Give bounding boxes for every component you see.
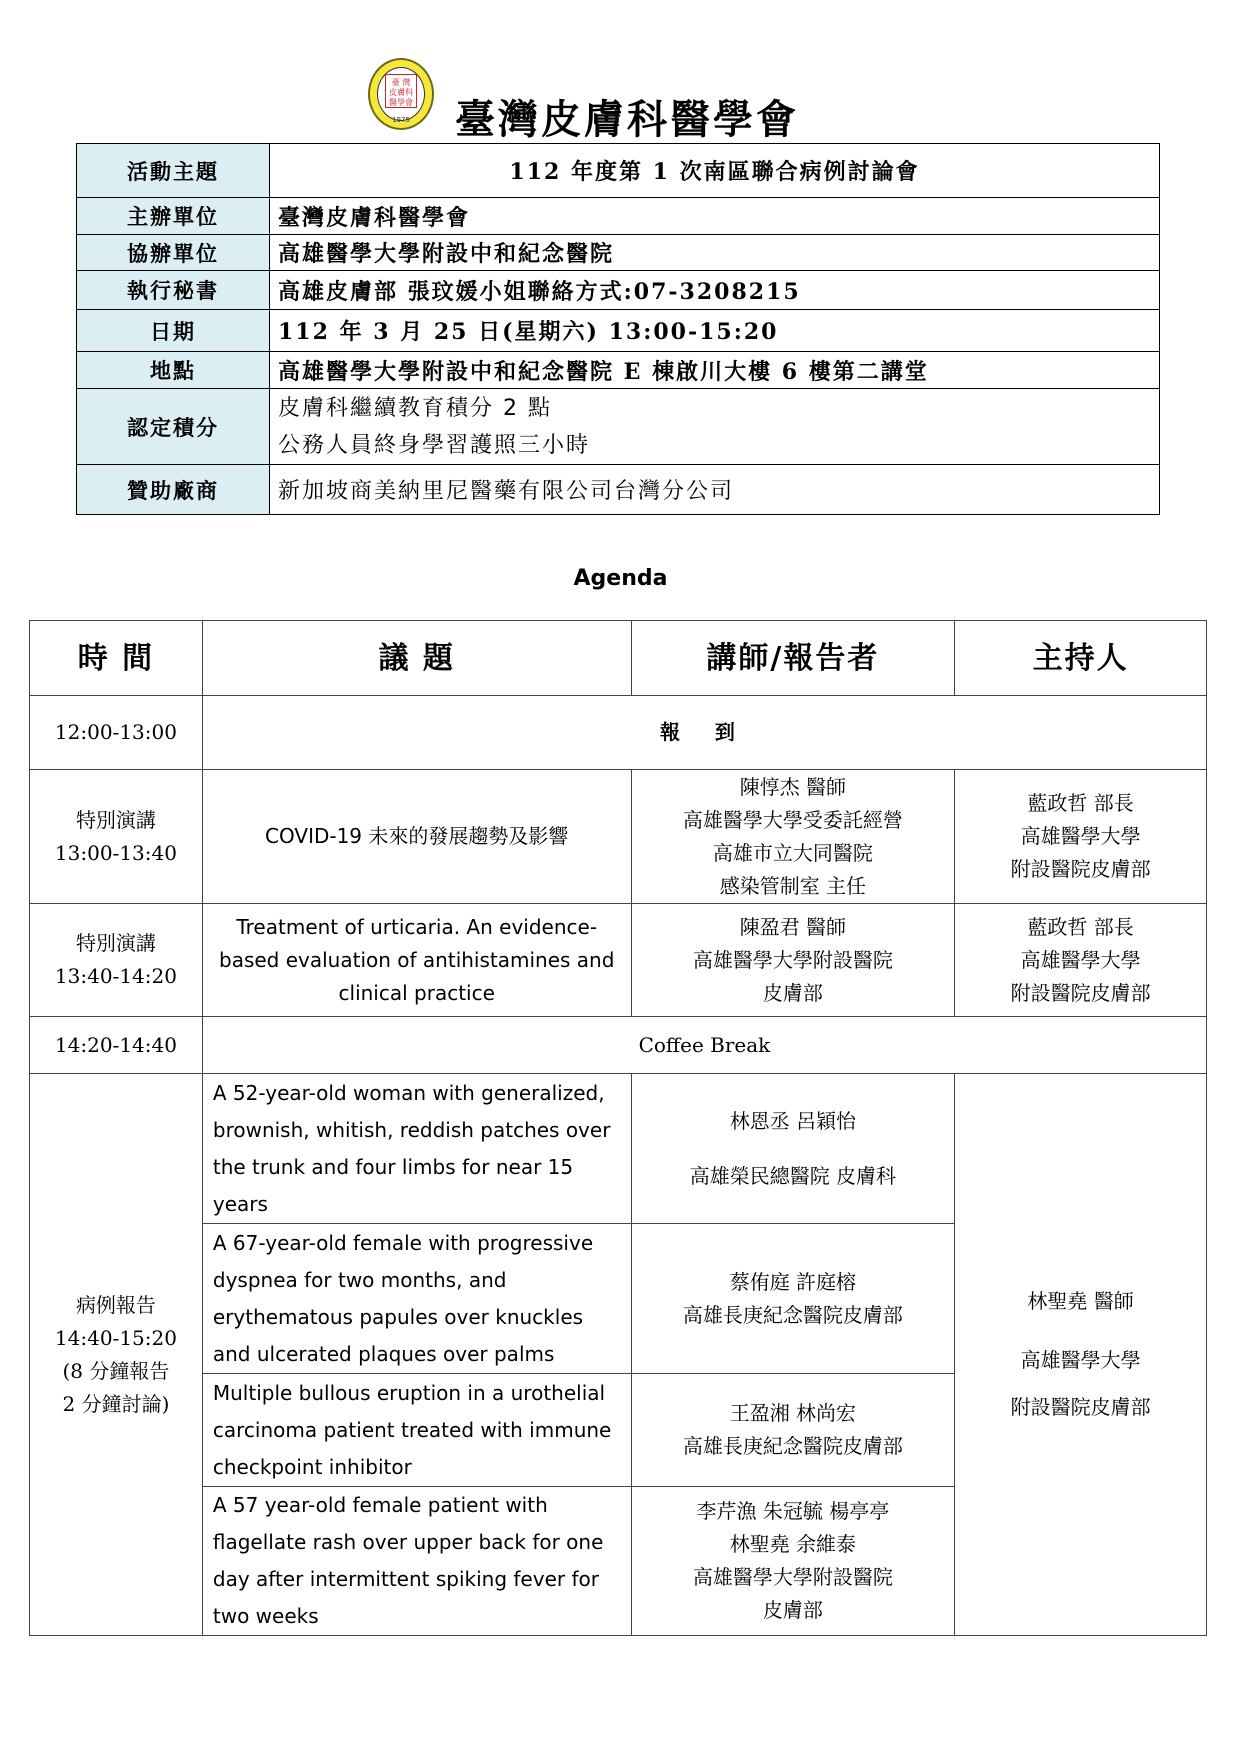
topic-line: the trunk and four limbs for near 15 bbox=[212, 1154, 574, 1179]
moderator-line: 藍政哲 部長 bbox=[1027, 914, 1134, 939]
moderator-line: 高雄醫學大學 bbox=[1020, 1348, 1141, 1372]
info-row bbox=[77, 465, 1160, 515]
time-cell bbox=[30, 770, 203, 904]
session-time: 13:00-13:40 bbox=[54, 840, 177, 865]
session-time: 13:40-14:20 bbox=[54, 964, 177, 988]
credit-line: 公務人員終身學習護照三小時 bbox=[278, 432, 591, 458]
topic-line: dyspnea for two months, and bbox=[212, 1267, 507, 1292]
agenda-row-talk1 bbox=[30, 770, 1207, 904]
speaker-line: 王盈湘 林尚宏 bbox=[729, 1401, 857, 1425]
topic-line: flagellate rash over upper back for one bbox=[212, 1530, 604, 1554]
speaker-line: 李芹漁 朱冠毓 楊亭亭 bbox=[696, 1499, 890, 1523]
speaker-line: 感染管制室 主任 bbox=[719, 873, 867, 898]
topic-line: two weeks bbox=[212, 1604, 319, 1628]
info-label: 贊助廠商 bbox=[77, 465, 270, 515]
agenda-row-checkin bbox=[30, 696, 1207, 770]
moderator-cell bbox=[955, 770, 1207, 904]
topic-line: and ulcerated plaques over palms bbox=[212, 1341, 555, 1366]
info-row bbox=[77, 198, 1160, 235]
moderator-line: 藍政哲 部長 bbox=[1027, 791, 1134, 815]
info-label: 活動主題 bbox=[77, 144, 270, 198]
speaker-line: 高雄長庚紀念醫院皮膚部 bbox=[682, 1302, 903, 1327]
speaker-line: 林恩丞 呂穎怡 bbox=[729, 1108, 857, 1133]
time-cell bbox=[30, 1074, 203, 1636]
info-row bbox=[77, 310, 1160, 352]
logo-year: 1975 bbox=[392, 116, 410, 124]
info-label: 日期 bbox=[77, 310, 270, 352]
agenda-title: Agenda bbox=[573, 566, 668, 591]
header-speaker: 講師/報告者 bbox=[631, 621, 955, 696]
moderator-line: 林聖堯 醫師 bbox=[1027, 1289, 1134, 1313]
speaker-line: 高雄長庚紀念醫院皮膚部 bbox=[682, 1434, 903, 1458]
agenda-table bbox=[29, 620, 1207, 1636]
moderator-line: 高雄醫學大學 bbox=[1020, 947, 1141, 972]
speaker-cell bbox=[631, 1487, 955, 1636]
organization-title: 臺灣皮膚科醫學會 bbox=[455, 96, 799, 143]
topic-line: A 57 year-old female patient with bbox=[212, 1493, 548, 1517]
topic-cell bbox=[202, 904, 631, 1017]
info-label: 地點 bbox=[77, 352, 270, 389]
credits bbox=[270, 389, 1160, 465]
session-type: 病例報告 bbox=[75, 1292, 156, 1317]
topic-line: based evaluation of antihistamines and bbox=[219, 947, 615, 972]
topic-line: A 52-year-old woman with generalized, bbox=[212, 1080, 605, 1105]
agenda-row-break bbox=[30, 1017, 1207, 1074]
speaker-cell bbox=[631, 1224, 955, 1374]
sponsor: 新加坡商美納里尼醫藥有限公司台灣分公司 bbox=[270, 465, 1160, 515]
event-topic: 112 年度第 1 次南區聯合病例討論會 bbox=[270, 144, 1160, 198]
info-row bbox=[77, 271, 1160, 310]
moderator-line: 附設醫院皮膚部 bbox=[1010, 980, 1151, 1005]
session-time: 14:40-15:20 bbox=[54, 1325, 177, 1350]
time-cell bbox=[30, 904, 203, 1017]
association-logo bbox=[368, 58, 434, 130]
speaker-line: 高雄醫學大學附設醫院 bbox=[692, 1565, 893, 1589]
event-location: 高雄醫學大學附設中和紀念醫院 E 棟啟川大樓 6 樓第二講堂 bbox=[270, 352, 1160, 389]
topic-line: brownish, whitish, reddish patches over bbox=[212, 1117, 611, 1142]
info-label: 認定積分 bbox=[77, 389, 270, 465]
header-moderator: 主持人 bbox=[955, 621, 1207, 696]
moderator-cell bbox=[955, 904, 1207, 1017]
topic-cell bbox=[202, 1374, 631, 1487]
session-type: 特別演講 bbox=[75, 807, 156, 832]
topic-line: years bbox=[212, 1191, 268, 1216]
speaker-line: 皮膚部 bbox=[762, 1598, 823, 1622]
speaker-line: 高雄榮民總醫院 皮膚科 bbox=[689, 1163, 897, 1188]
page-header bbox=[0, 52, 1241, 142]
speaker-cell bbox=[631, 770, 955, 904]
header-time: 時 間 bbox=[30, 621, 203, 696]
speaker-cell bbox=[631, 904, 955, 1017]
moderator-line: 附設醫院皮膚部 bbox=[1010, 857, 1151, 881]
agenda-row-case bbox=[30, 1074, 1207, 1224]
event-info-table bbox=[76, 143, 1160, 515]
topic-cell bbox=[202, 1487, 631, 1636]
time-cell: 14:20-14:40 bbox=[30, 1017, 203, 1074]
speaker-line: 皮膚部 bbox=[762, 980, 823, 1005]
info-label: 主辦單位 bbox=[77, 198, 270, 235]
topic-cell: COVID-19 未來的發展趨勢及影響 bbox=[202, 770, 631, 904]
logo-seal: 臺 灣 皮膚科 醫學會 bbox=[385, 74, 417, 108]
session-type: 特別演講 bbox=[75, 931, 156, 955]
agenda-header-row bbox=[30, 621, 1207, 696]
topic-cell bbox=[202, 1074, 631, 1224]
speaker-cell bbox=[631, 1074, 955, 1224]
speaker-line: 高雄醫學大學附設醫院 bbox=[692, 947, 893, 972]
moderator-line: 高雄醫學大學 bbox=[1020, 824, 1141, 848]
time-cell: 12:00-13:00 bbox=[30, 696, 203, 770]
speaker-line: 林聖堯 余維泰 bbox=[729, 1532, 857, 1556]
topic-line: erythematous papules over knuckles bbox=[212, 1304, 584, 1329]
topic-line: checkpoint inhibitor bbox=[212, 1454, 412, 1479]
info-row bbox=[77, 235, 1160, 271]
info-row bbox=[77, 144, 1160, 198]
topic-line: clinical practice bbox=[338, 980, 495, 1005]
speaker-line: 蔡侑庭 許庭榕 bbox=[729, 1269, 857, 1294]
speaker-cell bbox=[631, 1374, 955, 1487]
agenda-row-talk2 bbox=[30, 904, 1207, 1017]
co-organizer: 高雄醫學大學附設中和紀念醫院 bbox=[270, 235, 1160, 271]
checkin-label: 報 到 bbox=[202, 696, 1206, 770]
topic-line: carcinoma patient treated with immune bbox=[212, 1417, 612, 1442]
session-note: 2 分鐘討論) bbox=[62, 1391, 170, 1416]
speaker-line: 高雄醫學大學受委託經營 bbox=[682, 807, 903, 832]
topic-line: day after intermittent spiking fever for bbox=[212, 1567, 599, 1591]
header-topic: 議 題 bbox=[202, 621, 631, 696]
info-row bbox=[77, 389, 1160, 465]
topic-line: Multiple bullous eruption in a urothelial bbox=[212, 1380, 606, 1405]
info-row bbox=[77, 352, 1160, 389]
secretary-contact: 高雄皮膚部 張玟媛小姐聯絡方式:07-3208215 bbox=[270, 271, 1160, 310]
session-note: (8 分鐘報告 bbox=[62, 1358, 170, 1383]
organizer: 臺灣皮膚科醫學會 bbox=[270, 198, 1160, 235]
speaker-line: 高雄市立大同醫院 bbox=[712, 840, 873, 865]
moderator-cell bbox=[955, 1074, 1207, 1636]
info-label: 執行秘書 bbox=[77, 271, 270, 310]
speaker-line: 陳盈君 醫師 bbox=[739, 914, 847, 939]
topic-cell bbox=[202, 1224, 631, 1374]
speaker-line: 陳惇杰 醫師 bbox=[739, 774, 847, 799]
info-label: 協辦單位 bbox=[77, 235, 270, 271]
topic-line: Treatment of urticaria. An evidence- bbox=[236, 914, 598, 939]
topic-line: A 67-year-old female with progressive bbox=[212, 1230, 594, 1255]
moderator-line: 附設醫院皮膚部 bbox=[1010, 1395, 1151, 1419]
break-label: Coffee Break bbox=[202, 1017, 1206, 1074]
credit-line: 皮膚科繼續教育積分 2 點 bbox=[278, 395, 552, 421]
event-date: 112 年 3 月 25 日(星期六) 13:00-15:20 bbox=[270, 310, 1160, 352]
